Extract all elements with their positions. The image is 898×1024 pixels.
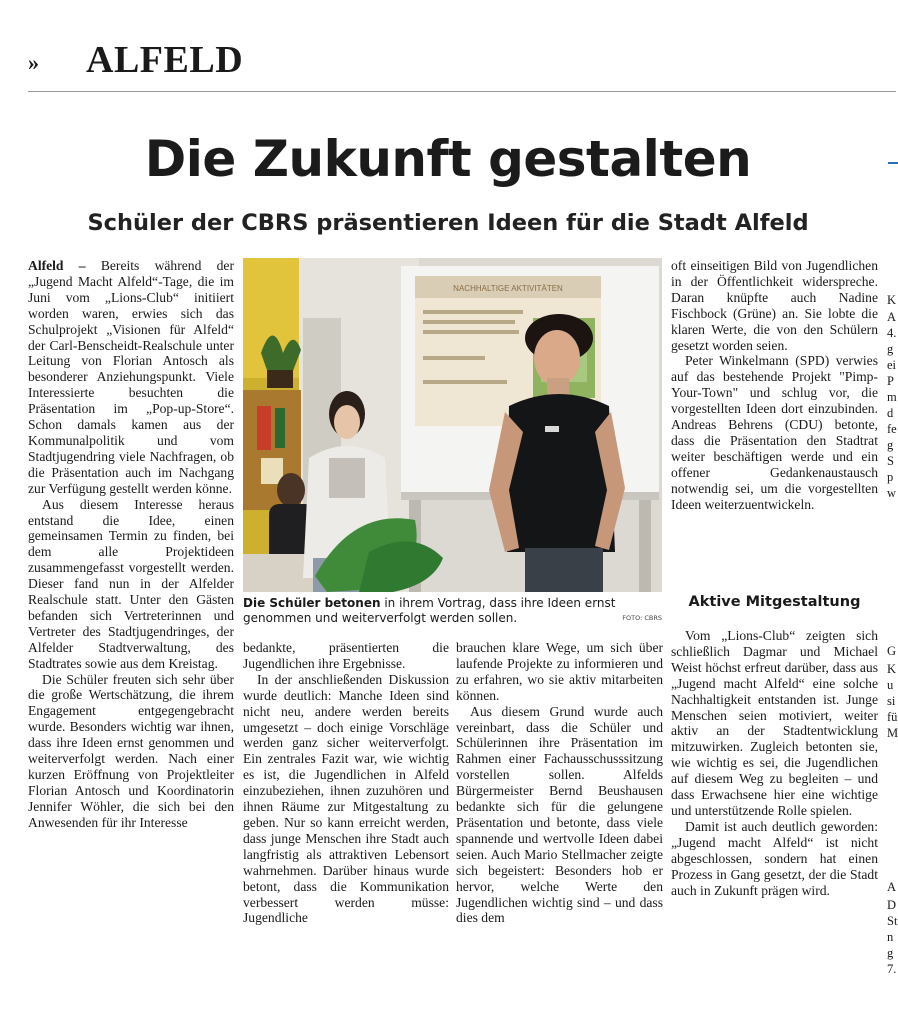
adjacent-article-fragment: M: [887, 726, 898, 740]
adjacent-article-fragment: K: [887, 293, 897, 307]
dateline: Alfeld –: [28, 258, 86, 273]
paragraph-text: Bereits während der „Jugend Macht Alfeld“-Tage, die im Juni vom „Lions-Club“ initiiert worden waren, erwies sich das Schulprojekt „Visionen für Alfeld“ der Carl-Benscheidt-Realschule unter Leitung von Florian Antosch als besonderer Anziehungspunkt. Viele Interessierte besuchten die Präsentation im „Pop-up-Store“. Schon damals kamen aus der Kommunalpolitik und vom Stadtjugendring viele Nachfragen, ob die Präsentation auch im Nachgang zur Verfügung gestellt werden könne.: [28, 258, 234, 496]
adjacent-article-edge: [886, 0, 898, 1024]
adjacent-article-fragment: G: [887, 644, 897, 658]
article-photo: [243, 258, 662, 592]
article-column-1: [28, 258, 234, 831]
article-paragraph: brauchen klare Wege, um sich über laufende Projekte zu informieren und zu erfahren, wo sie aktiv mitarbeiten können.: [456, 640, 663, 703]
adjacent-article-fragment: S: [887, 454, 894, 468]
caption-text: in ihrem Vortrag, dass ihre Ideen ernst genommen und weiterverfolgt werden sollen.: [243, 596, 616, 625]
article-column-2: [243, 640, 449, 926]
adjacent-article-fragment: fü: [887, 710, 898, 724]
article-crosshead: Aktive Mitgestaltung: [688, 594, 861, 610]
adjacent-article-fragment: m: [887, 390, 897, 404]
article-paragraph: Peter Winkelmann (SPD) verwies auf das bestehende Projekt "Pimp-Your-Town" und schlug vor, die vorgestellten Ideen dort einzubinden. Andreas Behrens (CDU) betonte, dass die Präsentation den Stadtrat weiter beschäftigen werde und ein offener Gedankenaustausch notwendig sei, um die vorgestellten Ideen weiterzuentwickeln.: [671, 353, 878, 512]
article-paragraph: Aus diesem Grund wurde auch vereinbart, dass die Schüler und Schülerinnen ihre Präsentation im Rahmen einer Fachausschusssitzung vorstellen sollen. Alfelds Bürgermeister Bernd Beushausen bedankte sich für die gelungene Präsentation und betonte, dass viele spannende und wertvolle Ideen dabei seien. Auch Mario Stellmacher zeigte sich begeistert: Besonders hob er hervor, welche Werte den Jugendlichen wichtig sind – und dass dies dem: [456, 703, 663, 926]
adjacent-article-fragment: A: [887, 880, 897, 894]
article-column-4-continued: [671, 628, 878, 898]
section-marker: »: [28, 50, 39, 75]
article-paragraph: In der anschließenden Diskussion wurde deutlich: Manche Ideen sind nicht neu, andere werden bereits umgesetzt – doch einige Vorschläge werden ganz sicher weiterverfolgt. Ein zentrales Fazit war, wie wichtig es ist, die Jugendlichen in Alfeld einzubeziehen, ihnen zuzuhören und ihnen Räume zur Mitgestaltung zu geben. Nur so kann erreicht werden, dass junge Menschen ihre Stadt auch langfristig als attraktiven Lebensort wahrnehmen. Darüber hinaus wurde betont, dass die Kommunikation verbessert werden müsse: Jugendliche: [243, 671, 449, 926]
article-paragraph: Damit ist auch deutlich geworden: „Jugend macht Alfeld“ ist nicht abgeschlossen, sondern hat einen Prozess in Gang gesetzt, der die Stadt auch in Zukunft prägen wird.: [671, 818, 878, 898]
article-column-4: [671, 258, 878, 513]
adjacent-article-fragment: D: [887, 898, 897, 912]
article-paragraph: Vom „Lions-Club“ zeigten sich schließlich Dagmar und Michael Weist höchst erfreut darüber, dass aus „Jugend macht Alfeld“ eine solche Nachhaltigkeit entstanden ist. Junge Menschen seien motiviert, weiter aktiv an der Stadtentwicklung mitzuwirken. Zugleich betonten sie, wie wichtig es sei, die Jugendlichen auf diesem Weg zu begleiten – und dass Erwachsene hier eine wichtige und unterstützende Rolle spielen.: [671, 628, 878, 818]
adjacent-article-fragment: u: [887, 678, 894, 692]
article-paragraph: Aus diesem Interesse heraus entstand die Idee, einen gemeinsamen Termin zu finden, bei dem alle Projektideen zusammengefasst vorgestellt werden. Dieser fand nun in der Alfelder Realschule statt. Unter den Gästen befanden sich Vertreterinnen und Vertreter des Stadtjugendringes, der Alfelder Stadtverwaltung, des Stadtrates sowie aus dem Kreistag.: [28, 496, 234, 671]
adjacent-article-fragment: g: [887, 342, 894, 356]
adjacent-article-fragment: A: [887, 310, 897, 324]
adjacent-article-fragment: d: [887, 406, 894, 420]
article-subheadline: Schüler der CBRS präsentieren Ideen für die Stadt Alfeld: [87, 210, 809, 236]
article-paragraph: bedankte, präsentierten die Jugendlichen ihre Ergebnisse.: [243, 640, 449, 671]
adjacent-article-fragment: g: [887, 946, 894, 960]
adjacent-article-fragment: 7.: [887, 962, 897, 976]
adjacent-article-fragment: w: [887, 486, 897, 500]
article-headline: Die Zukunft gestalten: [144, 130, 752, 188]
slide-title: NACHHALTIGE AKTIVITÄTEN: [453, 284, 563, 293]
adjacent-article-fragment: p: [887, 470, 894, 484]
adjacent-article-fragment: g: [887, 438, 894, 452]
article-paragraph: [28, 258, 234, 497]
article-paragraph: Die Schüler freuten sich sehr über die große Wertschätzung, die ihrem Engagement entgegengebracht wurde. Besonders wichtig war ihnen, dass ihre Ideen ernst genommen und weiterverfolgt werden. Nach einer kurzen Eröffnung von Projektleiter Florian Antosch und Koordinatorin Jennifer Wöhler, die sich bei den Anwesenden für ihr Interesse: [28, 671, 234, 830]
adjacent-article-fragment: si: [887, 694, 896, 708]
article-column-3: [456, 640, 663, 926]
adjacent-article-fragment: K: [887, 662, 897, 676]
adjacent-article-fragment: P: [887, 374, 894, 388]
article-paragraph: oft einseitigen Bild von Jugendlichen in der Öffentlichkeit widerspreche. Daran knüpfte auch Nadine Fischbock (Grüne) an. Sie lobte die klaren Werte, die von den Schülern gesetzt worden seien.: [671, 258, 878, 353]
adjacent-article-fragment: ei: [887, 358, 897, 372]
adjacent-article-fragment: fe: [887, 422, 897, 436]
adjacent-article-fragment: n: [887, 930, 894, 944]
section-header: [28, 36, 896, 92]
caption-lead: Die Schüler betonen: [243, 596, 381, 610]
adjacent-article-fragment: St: [887, 914, 898, 928]
section-name: ALFELD: [86, 39, 244, 81]
photo-credit: FOTO: CBRS: [622, 614, 662, 622]
adjacent-article-fragment: 4.: [887, 326, 897, 340]
